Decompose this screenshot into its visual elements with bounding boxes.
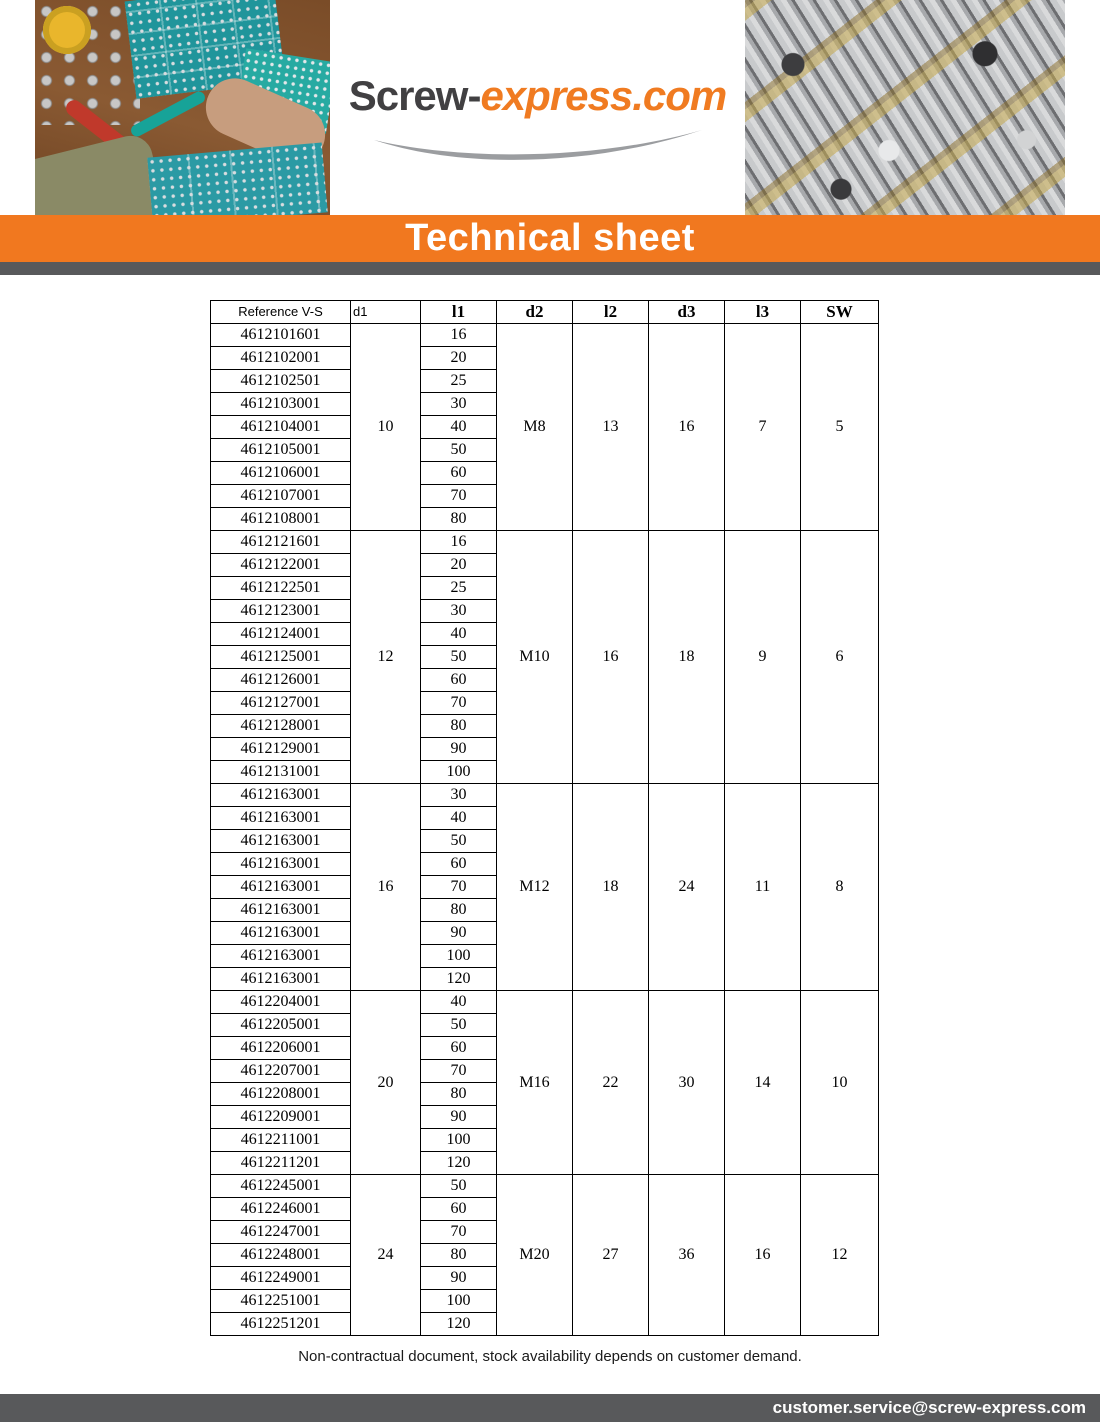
cell-l1: 90: [421, 1106, 497, 1129]
cell-reference: 4612251001: [211, 1290, 351, 1313]
disclaimer-note: Non-contractual document, stock availability depends on customer demand.: [298, 1348, 802, 1365]
cell-l2: 16: [573, 531, 649, 784]
cell-l1: 90: [421, 738, 497, 761]
cell-d2: M20: [497, 1175, 573, 1336]
cell-l1: 120: [421, 968, 497, 991]
cell-l1: 20: [421, 347, 497, 370]
table-row: [211, 324, 879, 347]
cell-reference: 4612121601: [211, 531, 351, 554]
cell-reference: 4612247001: [211, 1221, 351, 1244]
cell-l1: 40: [421, 416, 497, 439]
table-row: [211, 991, 879, 1014]
col-header-l1: l1: [421, 301, 497, 324]
cell-reference: 4612102501: [211, 370, 351, 393]
cell-l2: 13: [573, 324, 649, 531]
col-header-reference-v-s: Reference V-S: [211, 301, 351, 324]
cell-d3: 36: [649, 1175, 725, 1336]
cell-reference: 4612211201: [211, 1152, 351, 1175]
cell-reference: 4612129001: [211, 738, 351, 761]
cell-l1: 120: [421, 1313, 497, 1336]
cell-reference: 4612102001: [211, 347, 351, 370]
cell-reference: 4612163001: [211, 922, 351, 945]
cell-l1: 100: [421, 1129, 497, 1152]
cell-l1: 20: [421, 554, 497, 577]
logo-screw-part: Screw-: [348, 72, 481, 119]
header: [0, 0, 1100, 215]
screw-tray-decor: [147, 143, 327, 215]
cell-sw: 12: [801, 1175, 879, 1336]
cell-reference: 4612107001: [211, 485, 351, 508]
cell-reference: 4612106001: [211, 462, 351, 485]
cell-reference: 4612122501: [211, 577, 351, 600]
col-header-d1: d1: [351, 301, 421, 324]
cell-sw: 8: [801, 784, 879, 991]
cell-d2: M16: [497, 991, 573, 1175]
footer-bar: [0, 1394, 1100, 1422]
cell-reference: 4612251201: [211, 1313, 351, 1336]
cell-reference: 4612246001: [211, 1198, 351, 1221]
col-header-l2: l2: [573, 301, 649, 324]
cell-reference: 4612207001: [211, 1060, 351, 1083]
cell-l1: 50: [421, 1014, 497, 1037]
cell-l1: 16: [421, 531, 497, 554]
col-header-sw: SW: [801, 301, 879, 324]
cell-l3: 16: [725, 1175, 801, 1336]
logo-express-part: express.com: [480, 72, 727, 119]
contact-email: customer.service@screw-express.com: [772, 1398, 1086, 1417]
cell-l3: 14: [725, 991, 801, 1175]
cell-l1: 70: [421, 1221, 497, 1244]
table-row: [211, 531, 879, 554]
cell-reference: 4612163001: [211, 899, 351, 922]
cell-d2: M8: [497, 324, 573, 531]
cell-reference: 4612105001: [211, 439, 351, 462]
col-header-d2: d2: [497, 301, 573, 324]
cell-d3: 24: [649, 784, 725, 991]
cell-reference: 4612101601: [211, 324, 351, 347]
cell-sw: 10: [801, 991, 879, 1175]
cell-d1: 12: [351, 531, 421, 784]
cell-l1: 80: [421, 508, 497, 531]
logo: [335, 72, 740, 170]
header-row: [211, 301, 879, 324]
cell-l1: 80: [421, 1083, 497, 1106]
page-title: Technical sheet: [405, 217, 695, 259]
workbench-photo: [35, 0, 330, 215]
cell-l1: 60: [421, 462, 497, 485]
cell-d1: 16: [351, 784, 421, 991]
cell-l2: 22: [573, 991, 649, 1175]
cell-l1: 16: [421, 324, 497, 347]
cell-l1: 50: [421, 830, 497, 853]
cell-l1: 25: [421, 577, 497, 600]
screws-pile-photo: [745, 0, 1065, 215]
spec-table: [210, 300, 879, 1336]
cell-l3: 9: [725, 531, 801, 784]
cell-reference: 4612211001: [211, 1129, 351, 1152]
cell-reference: 4612163001: [211, 784, 351, 807]
cell-reference: 4612163001: [211, 945, 351, 968]
cell-reference: 4612245001: [211, 1175, 351, 1198]
cell-d1: 24: [351, 1175, 421, 1336]
cell-l3: 7: [725, 324, 801, 531]
cell-l2: 18: [573, 784, 649, 991]
cell-reference: 4612131001: [211, 761, 351, 784]
cell-d1: 10: [351, 324, 421, 531]
cell-reference: 4612103001: [211, 393, 351, 416]
cell-l1: 70: [421, 1060, 497, 1083]
cell-reference: 4612127001: [211, 692, 351, 715]
cell-reference: 4612205001: [211, 1014, 351, 1037]
cell-l1: 80: [421, 1244, 497, 1267]
cell-l1: 100: [421, 761, 497, 784]
cell-l1: 30: [421, 784, 497, 807]
cell-reference: 4612163001: [211, 830, 351, 853]
cell-l1: 120: [421, 1152, 497, 1175]
cell-l1: 60: [421, 1037, 497, 1060]
cell-l1: 50: [421, 1175, 497, 1198]
cell-sw: 6: [801, 531, 879, 784]
table-container: [210, 300, 879, 1336]
cell-l1: 50: [421, 646, 497, 669]
measuring-tape-decor: [43, 6, 91, 54]
cell-l1: 40: [421, 623, 497, 646]
cell-reference: 4612125001: [211, 646, 351, 669]
cell-reference: 4612124001: [211, 623, 351, 646]
cell-l1: 90: [421, 922, 497, 945]
logo-text: [335, 72, 740, 120]
cell-reference: 4612128001: [211, 715, 351, 738]
cell-l1: 100: [421, 945, 497, 968]
cell-l1: 50: [421, 439, 497, 462]
cell-reference: 4612206001: [211, 1037, 351, 1060]
cell-l1: 90: [421, 1267, 497, 1290]
cell-reference: 4612122001: [211, 554, 351, 577]
cell-l1: 60: [421, 1198, 497, 1221]
cell-l1: 80: [421, 899, 497, 922]
cell-l1: 70: [421, 876, 497, 899]
cell-l1: 100: [421, 1290, 497, 1313]
title-banner: [0, 215, 1100, 262]
cell-d3: 16: [649, 324, 725, 531]
cell-reference: 4612163001: [211, 876, 351, 899]
cell-sw: 5: [801, 324, 879, 531]
col-header-d3: d3: [649, 301, 725, 324]
cell-reference: 4612163001: [211, 807, 351, 830]
cell-l1: 30: [421, 393, 497, 416]
cell-d2: M10: [497, 531, 573, 784]
gray-strip: [0, 262, 1100, 275]
col-header-l3: l3: [725, 301, 801, 324]
cell-l1: 30: [421, 600, 497, 623]
cell-d3: 18: [649, 531, 725, 784]
cell-l2: 27: [573, 1175, 649, 1336]
cell-l1: 40: [421, 807, 497, 830]
cell-l3: 11: [725, 784, 801, 991]
cell-reference: 4612249001: [211, 1267, 351, 1290]
cell-l1: 25: [421, 370, 497, 393]
cell-d1: 20: [351, 991, 421, 1175]
cell-d3: 30: [649, 991, 725, 1175]
cell-l1: 60: [421, 853, 497, 876]
cell-l1: 80: [421, 715, 497, 738]
cell-reference: 4612163001: [211, 853, 351, 876]
table-row: [211, 784, 879, 807]
cell-reference: 4612208001: [211, 1083, 351, 1106]
cell-l1: 70: [421, 692, 497, 715]
cell-l1: 40: [421, 991, 497, 1014]
cell-reference: 4612126001: [211, 669, 351, 692]
cell-l1: 60: [421, 669, 497, 692]
cell-reference: 4612209001: [211, 1106, 351, 1129]
cell-reference: 4612108001: [211, 508, 351, 531]
table-row: [211, 1175, 879, 1198]
cell-l1: 70: [421, 485, 497, 508]
cell-d2: M12: [497, 784, 573, 991]
cell-reference: 4612248001: [211, 1244, 351, 1267]
logo-swoosh-icon: [368, 124, 708, 170]
cell-reference: 4612123001: [211, 600, 351, 623]
cell-reference: 4612204001: [211, 991, 351, 1014]
cell-reference: 4612163001: [211, 968, 351, 991]
cell-reference: 4612104001: [211, 416, 351, 439]
